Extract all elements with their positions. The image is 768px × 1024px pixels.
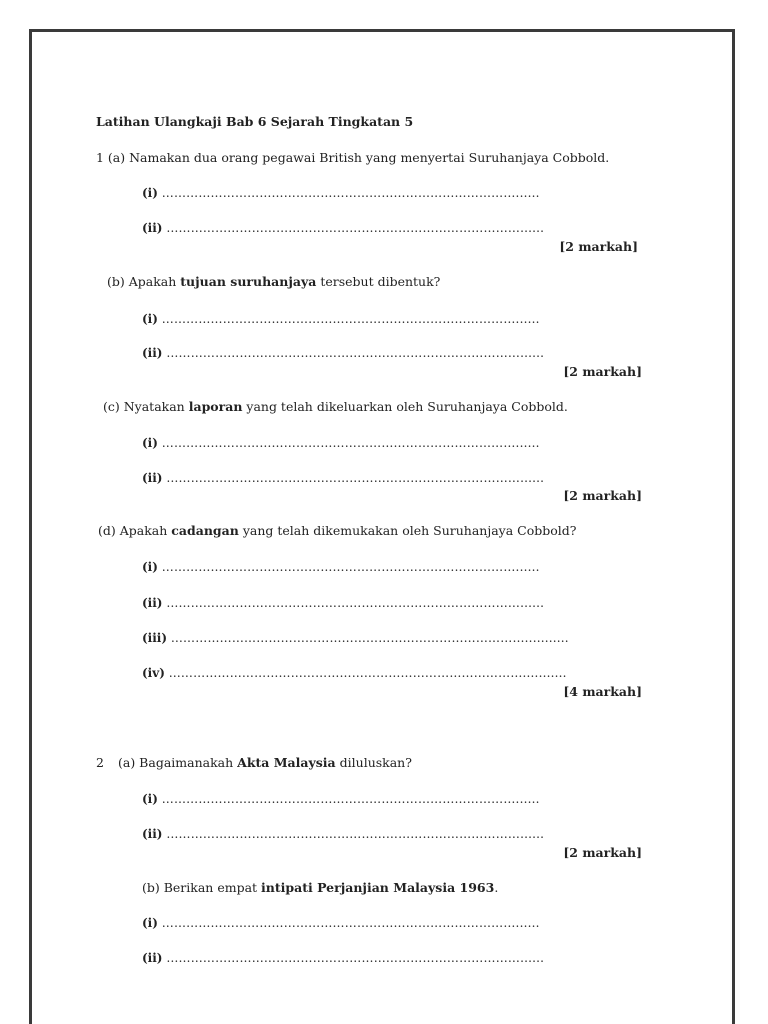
answer-dots: ……………………………………………………………………………......	[161, 436, 540, 450]
answer-line-1a-ii[interactable]	[142, 221, 544, 235]
answer-label: (i)	[142, 792, 158, 806]
answer-dots: ……………………………………………………………………………......	[161, 792, 540, 806]
answer-dots: ……………………………………………………………………………......	[166, 221, 545, 235]
answer-line-1b-i[interactable]	[142, 312, 540, 326]
question-text: .	[494, 880, 499, 895]
answer-dots: ……………………………………………………………………………......	[166, 951, 545, 965]
question-text: (d) Apakah	[98, 523, 172, 538]
question-1b	[107, 274, 440, 289]
marks-1c: [2 markah]	[563, 488, 642, 503]
answer-label: (ii)	[142, 827, 163, 841]
question-2-number: 2	[96, 755, 104, 770]
answer-line-1a-i[interactable]	[142, 186, 540, 200]
answer-dots: ……………………………………………………………………………......	[161, 916, 540, 930]
answer-dots: ……………………………………………………………………………......	[166, 827, 545, 841]
question-text: (b) Berikan empat	[142, 880, 262, 895]
answer-label: (i)	[142, 560, 158, 574]
question-keyword: intipati Perjanjian Malaysia 1963	[261, 880, 495, 895]
answer-label: (ii)	[142, 471, 163, 485]
marks-2a: [2 markah]	[563, 845, 642, 860]
question-2a	[118, 755, 412, 770]
answer-dots: ……………………………………………………………………………...........	[168, 666, 567, 680]
question-text: tersebut dibentuk?	[316, 274, 441, 289]
answer-line-2a-ii[interactable]	[142, 827, 544, 841]
answer-line-1c-ii[interactable]	[142, 471, 544, 485]
answer-label: (i)	[142, 186, 158, 200]
question-1d	[98, 523, 576, 538]
answer-label: (i)	[142, 916, 158, 930]
worksheet-title: Latihan Ulangkaji Bab 6 Sejarah Tingkatan 5	[96, 114, 414, 129]
answer-label: (ii)	[142, 596, 163, 610]
answer-label: (ii)	[142, 951, 163, 965]
answer-label: (i)	[142, 436, 158, 450]
answer-line-1b-ii[interactable]	[142, 346, 544, 360]
question-keyword: tujuan suruhanjaya	[180, 274, 317, 289]
marks-1d: [4 markah]	[563, 684, 642, 699]
answer-line-1c-i[interactable]	[142, 436, 540, 450]
question-text: (c) Nyatakan	[103, 399, 189, 414]
answer-label: (i)	[142, 312, 158, 326]
answer-line-1d-i[interactable]	[142, 560, 540, 574]
question-keyword: laporan	[188, 399, 243, 414]
question-1a: 1 (a) Namakan dua orang pegawai British yang menyertai Suruhanjaya Cobbold.	[96, 150, 610, 165]
answer-dots: ……………………………………………………………………………...........	[170, 631, 569, 645]
answer-label: (iii)	[142, 631, 168, 645]
answer-dots: ……………………………………………………………………………......	[166, 346, 545, 360]
answer-dots: ……………………………………………………………………………......	[166, 471, 545, 485]
question-1c	[103, 399, 568, 414]
question-text: yang telah dikemukakan oleh Suruhanjaya Cobbold?	[238, 523, 577, 538]
answer-line-1d-iv[interactable]	[142, 666, 567, 680]
answer-line-1d-ii[interactable]	[142, 596, 544, 610]
question-2b	[142, 880, 498, 895]
answer-line-2a-i[interactable]	[142, 792, 540, 806]
answer-dots: ……………………………………………………………………………......	[161, 560, 540, 574]
marks-1a: [2 markah]	[559, 239, 638, 254]
question-text: (b) Apakah	[107, 274, 181, 289]
answer-label: (ii)	[142, 346, 163, 360]
answer-dots: ……………………………………………………………………………......	[161, 186, 540, 200]
question-keyword: cadangan	[171, 523, 239, 538]
question-text: (a) Bagaimanakah	[118, 755, 238, 770]
marks-1b: [2 markah]	[563, 364, 642, 379]
question-text: yang telah dikeluarkan oleh Suruhanjaya Cobbold.	[242, 399, 568, 414]
answer-label: (ii)	[142, 221, 163, 235]
answer-dots: ……………………………………………………………………………......	[161, 312, 540, 326]
answer-line-2b-ii[interactable]	[142, 951, 544, 965]
answer-line-2b-i[interactable]	[142, 916, 540, 930]
question-text: diluluskan?	[335, 755, 412, 770]
answer-dots: ……………………………………………………………………………......	[166, 596, 545, 610]
question-keyword: Akta Malaysia	[237, 755, 336, 770]
answer-line-1d-iii[interactable]	[142, 631, 569, 645]
answer-label: (iv)	[142, 666, 165, 680]
